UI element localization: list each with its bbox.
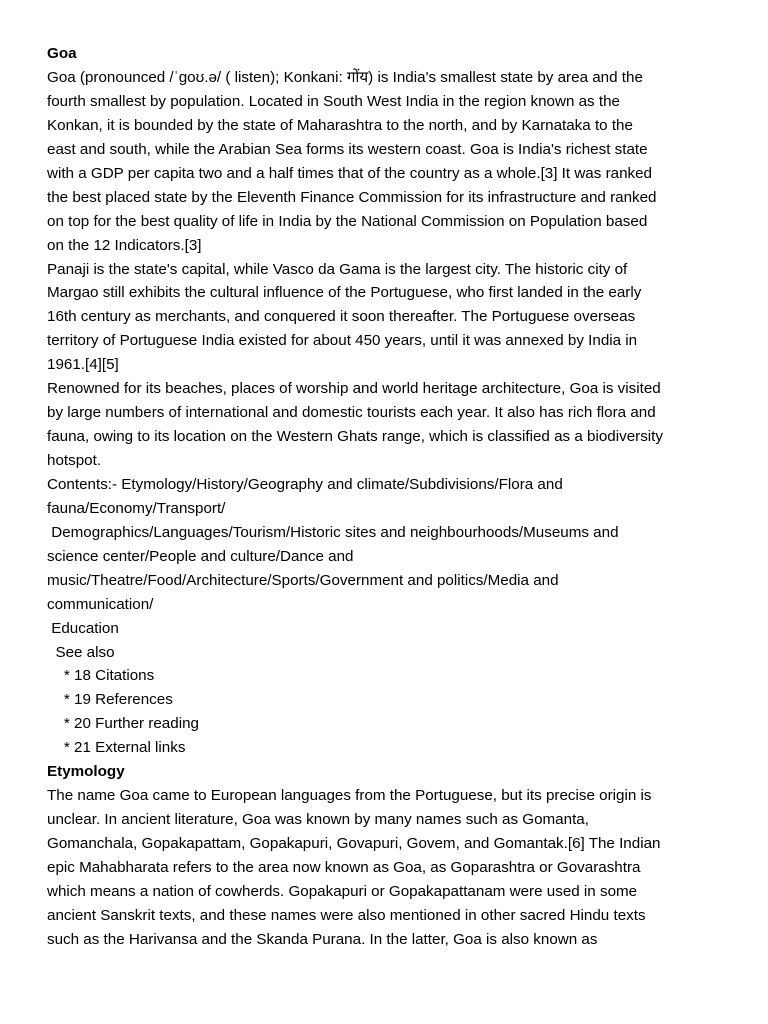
capital-line: Panaji is the state's capital, while Vasco da Gama is the largest city. The historic city of xyxy=(47,260,628,278)
contents-line: science center/People and culture/Dance and xyxy=(47,547,354,565)
etymology-line: epic Mahabharata refers to the area now known as Goa, as Goparashtra or Govarashtra xyxy=(47,858,641,876)
capital-line: territory of Portuguese India existed for about 450 years, until it was annexed by India in xyxy=(47,332,638,350)
etymology-heading: Etymology xyxy=(47,763,125,781)
intro-line: on the 12 Indicators.[3] xyxy=(47,236,202,254)
tourism-line: hotspot. xyxy=(47,452,102,469)
tourism-paragraph xyxy=(47,377,727,473)
contents-line: * 18 Citations xyxy=(47,667,155,685)
contents-line: music/Theatre/Food/Architecture/Sports/Government and politics/Media and xyxy=(47,571,559,589)
contents-line: Contents:- Etymology/History/Geography and climate/Subdivisions/Flora and xyxy=(47,475,563,493)
intro-line: Goa (pronounced /ˈɡoʊ.ə/ ( listen); Konkani: गोंय) is India's smallest state by area and the xyxy=(47,69,643,86)
intro-line: the best placed state by the Eleventh Finance Commission for its infrastructure and ranked xyxy=(47,188,657,206)
contents-line: Demographics/Languages/Tourism/Historic sites and neighbourhoods/Museums and xyxy=(47,523,619,541)
capital-line: 16th century as merchants, and conquered it soon thereafter. The Portuguese overseas xyxy=(47,308,636,326)
capital-line: Margao still exhibits the cultural influence of the Portuguese, who first landed in the early xyxy=(47,284,642,302)
contents-line: See also xyxy=(47,643,115,661)
contents-line: fauna/Economy/Transport/ xyxy=(47,499,226,517)
tourism-line: Renowned for its beaches, places of worship and world heritage architecture, Goa is visited xyxy=(47,380,661,398)
etymology-line: unclear. In ancient literature, Goa was known by many names such as Gomanta, xyxy=(47,811,589,829)
etymology-line: such as the Harivansa and the Skanda Purana. In the latter, Goa is also known as xyxy=(47,930,598,948)
contents-line: communication/ xyxy=(47,595,154,613)
contents-line: * 21 External links xyxy=(47,739,186,757)
etymology-line: which means a nation of cowherds. Gopakapuri or Gopakapattanam were used in some xyxy=(47,882,638,900)
contents-list xyxy=(47,473,727,760)
tourism-line: fauna, owing to its location on the Western Ghats range, which is classified as a biodiversity xyxy=(47,428,663,446)
contents-line: * 19 References xyxy=(47,691,173,709)
contents-line: Education xyxy=(47,619,119,637)
intro-line: Konkan, it is bounded by the state of Maharashtra to the north, and by Karnataka to the xyxy=(47,116,633,134)
capital-line: 1961.[4][5] xyxy=(47,356,119,374)
intro-line: fourth smallest by population. Located in South West India in the region known as the xyxy=(47,92,620,110)
etymology-line: Gomanchala, Gopakapattam, Gopakapuri, Govapuri, Govem, and Gomantak.[6] The Indian xyxy=(47,835,661,852)
etymology-line: The name Goa came to European languages from the Portuguese, but its precise origin is xyxy=(47,787,652,805)
contents-line: * 20 Further reading xyxy=(47,715,199,733)
intro-line: east and south, while the Arabian Sea forms its western coast. Goa is India's richest state xyxy=(47,140,648,158)
document-page xyxy=(47,44,727,952)
intro-line: with a GDP per capita two and a half times that of the country as a whole.[3] It was ranked xyxy=(47,164,653,182)
tourism-line: by large numbers of international and domestic tourists each year. It also has rich flora and xyxy=(47,404,656,422)
capital-paragraph xyxy=(47,258,727,378)
etymology-line: ancient Sanskrit texts, and these names were also mentioned in other sacred Hindu texts xyxy=(47,906,646,924)
intro-line: on top for the best quality of life in India by the National Commission on Population based xyxy=(47,212,648,230)
intro-paragraph xyxy=(47,66,727,258)
etymology-paragraph xyxy=(47,784,727,952)
document-title: Goa xyxy=(47,45,77,62)
